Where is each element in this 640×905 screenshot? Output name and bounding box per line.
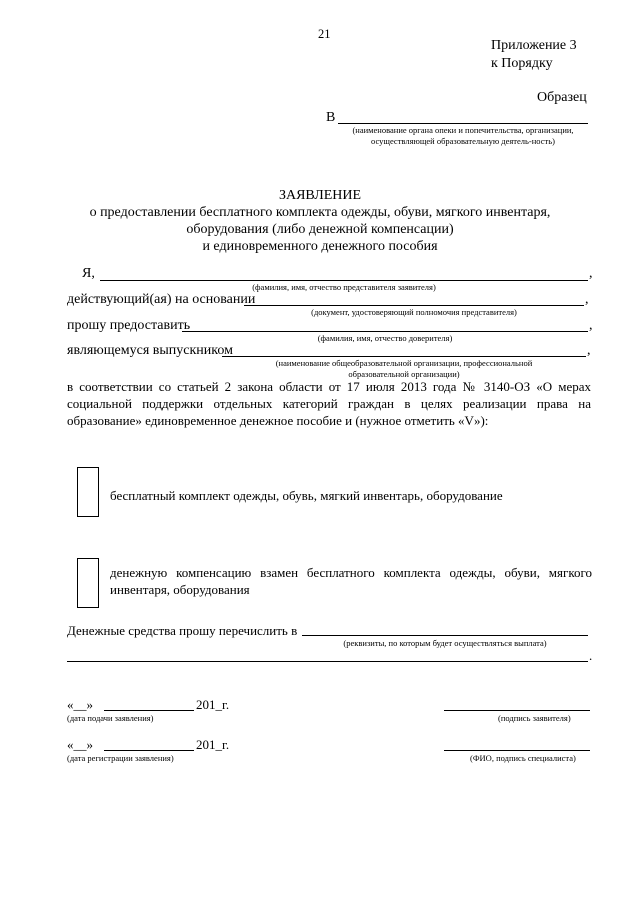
appendix-line1: Приложение 3 — [491, 38, 577, 53]
basis-document-line[interactable] — [244, 305, 584, 306]
recipient-caption: (наименование органа опеки и попечительства, организации, осуществляющей образовательную деятель-ность) — [352, 125, 574, 146]
registration-date-prefix: «__» — [67, 737, 93, 752]
transfer-details-line-2[interactable] — [67, 661, 588, 662]
sample-label: Образец — [537, 90, 587, 105]
option1-label: бесплатный комплект одежды, обувь, мягкий инвентарь, оборудование — [110, 488, 503, 503]
principal-name-caption: (фамилия, имя, отчество доверителя) — [317, 333, 453, 343]
recipient-line[interactable] — [338, 123, 588, 124]
appendix-line2: к Порядку — [491, 56, 553, 71]
organization-line[interactable] — [222, 356, 586, 357]
transfer-end-dot: . — [589, 648, 593, 663]
title-line2: оборудования (либо денежной компенсации) — [186, 222, 454, 237]
title-line1: о предоставлении бесплатного комплекта одежды, обуви, мягкого инвентаря, — [89, 205, 551, 220]
representative-name-caption: (фамилия, имя, отчество представителя заявителя) — [252, 282, 436, 292]
registration-date-line[interactable] — [104, 750, 194, 751]
comma-4: , — [587, 343, 591, 358]
page-number: 21 — [318, 27, 331, 41]
principal-name-line[interactable] — [182, 331, 588, 332]
registration-date-caption: (дата регистрации заявления) — [67, 753, 174, 763]
applicant-signature-caption: (подпись заявителя) — [498, 713, 571, 723]
transfer-details-caption: (реквизиты, по которым будет осуществляться выплата) — [343, 638, 547, 648]
basis-label: действующий(ая) на основании — [67, 292, 256, 307]
i-label: Я, — [82, 266, 95, 281]
submission-date-caption: (дата подачи заявления) — [67, 713, 154, 723]
specialist-signature-caption: (ФИО, подпись специалиста) — [470, 753, 576, 763]
legal-basis-paragraph: в соответствии со статьей 2 закона области от 17 июля 2013 года № 3140-ОЗ «О мерах социальной поддержки отдельных категорий граждан в целях реализации права на образование» единовременное денежное пособие и (нужное отметить «V»): — [67, 379, 591, 428]
submission-date-line[interactable] — [104, 710, 194, 711]
basis-document-caption: (документ, удостоверяющий полномочия представителя) — [311, 307, 517, 317]
graduate-label: являющемуся выпускником — [67, 343, 233, 358]
document-heading: ЗАЯВЛЕНИЕ — [278, 188, 362, 203]
registration-year: 201_г. — [196, 737, 230, 752]
title-line3: и единовременного денежного пособия — [202, 239, 438, 254]
submission-year: 201_г. — [196, 697, 230, 712]
transfer-label: Денежные средства прошу перечислить в — [67, 623, 298, 638]
applicant-signature-line[interactable] — [444, 710, 590, 711]
comma-3: , — [589, 318, 593, 333]
option2-checkbox[interactable] — [77, 558, 99, 608]
option2-label: денежную компенсацию взамен бесплатного комплекта одежды, обуви, мягкого инвентаря, оборудования — [110, 565, 592, 597]
recipient-prefix: В — [326, 110, 336, 125]
transfer-details-line[interactable] — [302, 635, 588, 636]
comma-2: , — [585, 292, 589, 307]
organization-caption: (наименование общеобразовательной организации, профессиональной образовательной организации) — [275, 358, 533, 379]
submission-date-prefix: «__» — [67, 697, 93, 712]
representative-name-line[interactable] — [100, 280, 588, 281]
option1-checkbox[interactable] — [77, 467, 99, 517]
specialist-signature-line[interactable] — [444, 750, 590, 751]
request-label: прошу предоставить — [67, 318, 191, 333]
comma-1: , — [589, 266, 593, 281]
